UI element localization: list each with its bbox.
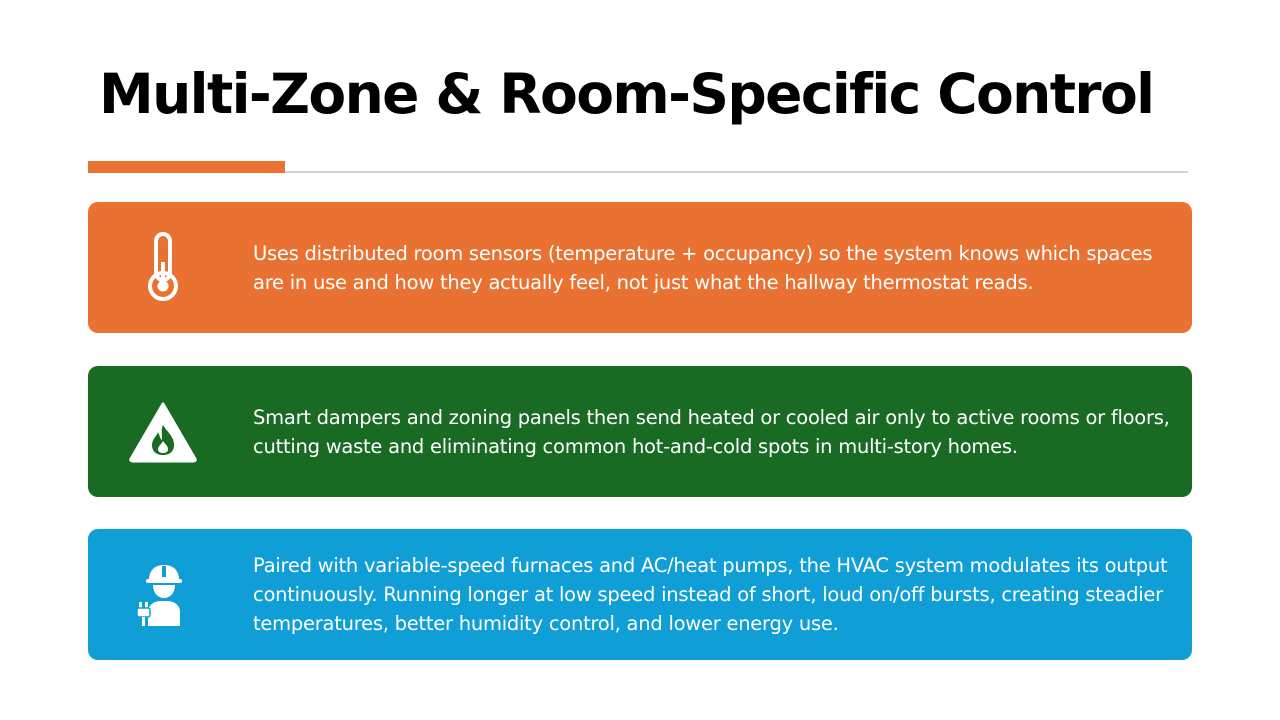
- card-text: Uses distributed room sensors (temperature + occupancy) so the system knows which spaces are in use and how they actually feel, not just what the hallway thermostat reads.: [253, 241, 1153, 294]
- card-text: Smart dampers and zoning panels then send heated or cooled air only to active rooms or floors, cutting waste and eliminating common hot-and-cold spots in multi-story homes.: [253, 405, 1170, 458]
- sensor-info-card: [88, 202, 1192, 333]
- thermometer-icon: [118, 202, 208, 333]
- electrician-icon: [118, 529, 208, 660]
- zoning-info-card: [88, 366, 1192, 497]
- title-accent-bar: [88, 161, 285, 173]
- hvac-info-card: [88, 529, 1192, 660]
- slide-title: Multi-Zone & Room-Specific Control: [99, 62, 1154, 126]
- fire-hazard-icon: [118, 366, 208, 497]
- title-divider-line: [285, 171, 1188, 173]
- card-text: Paired with variable-speed furnaces and AC/heat pumps, the HVAC system modulates its output continuously. Running longer at low speed instead of short, loud on/off bursts, creating steadier temperatures, better humidity control, and lower energy use.: [253, 554, 1168, 635]
